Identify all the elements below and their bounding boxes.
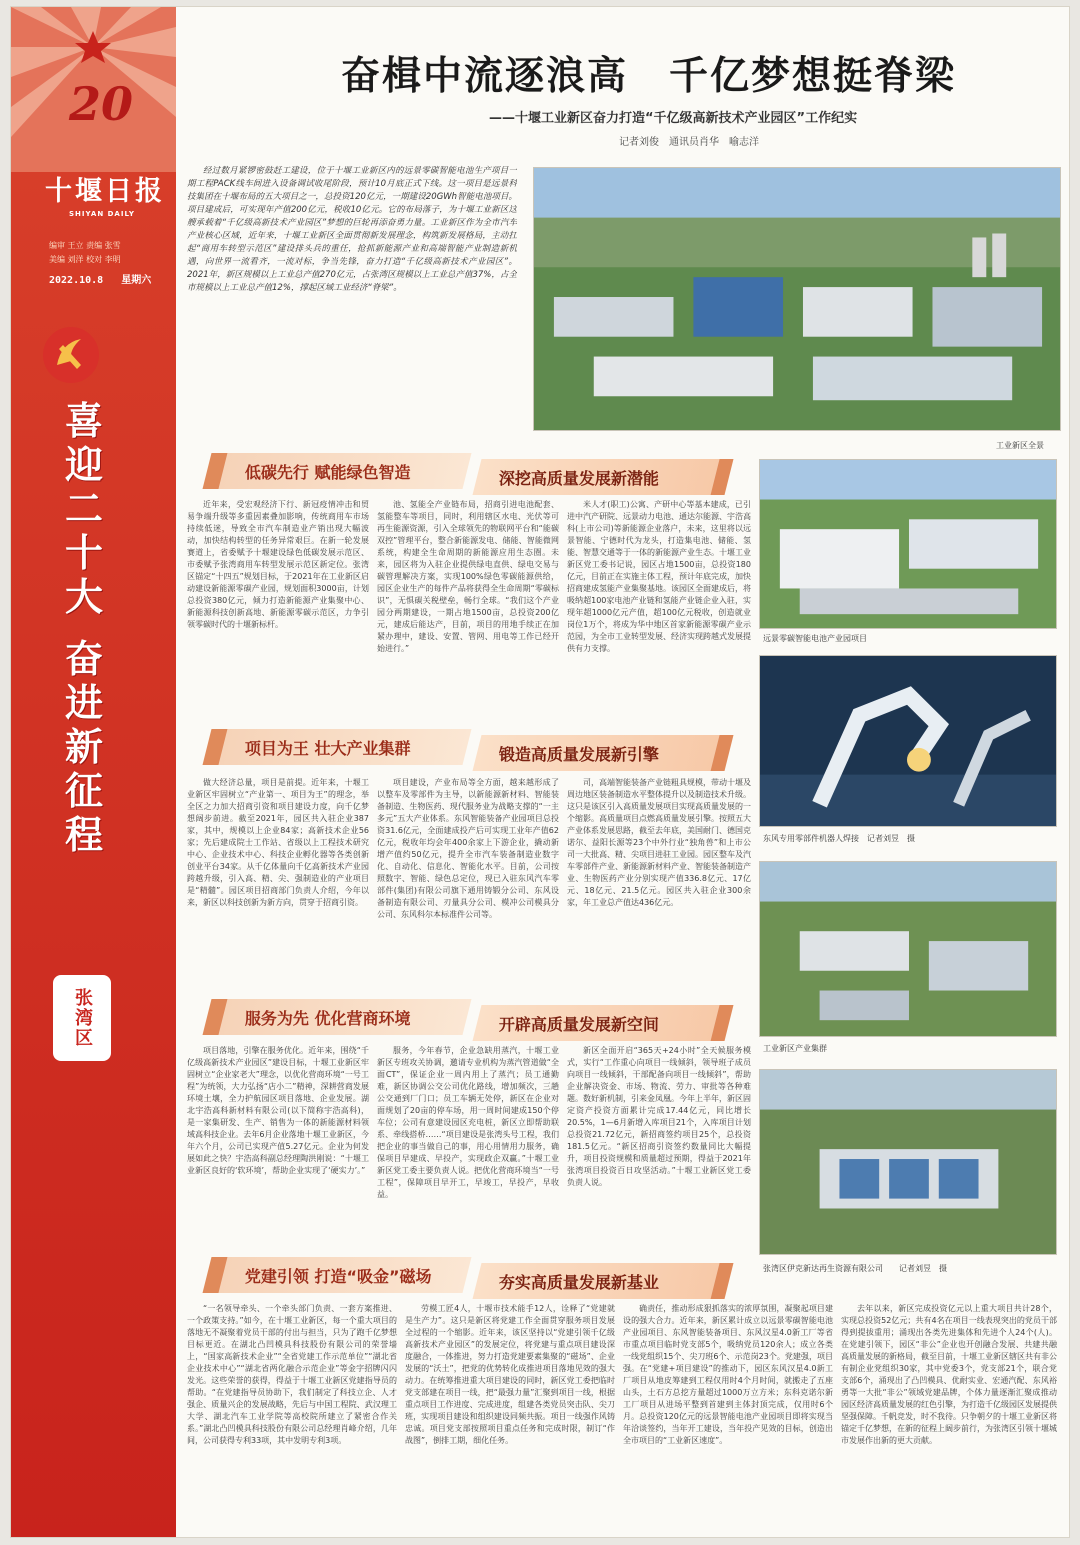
- district-seal-text: 张湾区: [72, 988, 93, 1048]
- party-emblem-icon: [41, 325, 101, 385]
- slogan-char: 征: [64, 768, 103, 813]
- section-title-2: 项目为王 壮大产业集群: [245, 738, 411, 758]
- lead-text: 经过数月紧锣密鼓赶工建设，位于十堰工业新区内的远景零碳智能电池生产项目一期工程PACK线车间进入设备调试收尾阶段，预计10月底正式下线。这一项目是远景科技集团在十堰布局的五大项目之一，总投资120亿元，一期建设20GWh智能电池项目。项目建成后，可实现年产值200亿元，税收10亿元。它的布局落子，为十堰工业新区这艘承载着“千亿级高新技术产业园区”梦想的巨轮再添奋勇力量。工业新区作为全市汽车产业核心区域，近年来，十堰工业新区全面贯彻新发展理念，构筑新发展格局，主动扛起“商用车转型示范区”建设排头兵的重任，抢抓新能源产业和高端智能产业制造新机遇，向世界一流看齐，一流对标，争当先锋，奋力打造“千亿级高新技术产业园区”。2021年，新区规模以上工业总产值270亿元，占张湾区规模以上工业总产值37%，占全市规模以上工业总产值12%，撑起区域工业经济“脊梁”。: [187, 166, 517, 293]
- section-subtitle-2: 锻造高质量发展新引擎: [499, 744, 660, 764]
- caption-p2: 东风专用零部件机器人焊接 记者刘昱 摄: [763, 834, 915, 843]
- caption-top: 工业新区全景: [996, 441, 1044, 450]
- article-lead: [187, 165, 517, 430]
- date-value: 2022.10.8: [49, 275, 104, 286]
- section-banner-3: [207, 999, 747, 1035]
- section-4-col-2: [405, 1303, 615, 1531]
- article-headline: 奋楫中流逐浪高 千亿梦想挺脊梁: [341, 54, 957, 99]
- paper-logo: 十堰日报: [45, 176, 165, 207]
- article-subheadline: ——十堰工业新区奋力打造“千亿级高新技术产业园区”工作纪实: [489, 111, 858, 126]
- text-block: 司，高端智能装备产业链粗具规模，带动十堰及周边地区装备制造水平整体提升以及制造技术升级。这只是该区引入高质量发展项目实现高质量发展的一个缩影。高质量项目点燃高质量发展引擎。按照五大产业体系发展思路，截至去年底，美国耐门、德国克诺尔、益阳长源等23个中外行业“独角兽”和上市公司一大批高、精、尖项目进驻工业园。园区整车及汽车零部件产业、新能源新材料产业、智能装备制造产业、生物医药产业分别实现产值336.8亿元、17亿元、18亿元、21.5亿元。园区共入驻企业300余家，年工业总产值达436亿元。: [567, 778, 751, 907]
- editor-info: [49, 239, 121, 267]
- section-3-col-2: [377, 1045, 559, 1255]
- caption-p3: 工业新区产业集群: [763, 1044, 827, 1053]
- section-banner-2: [207, 729, 747, 765]
- slogan-char: 程: [64, 812, 103, 857]
- section-title-4: 党建引领 打造“吸金”磁场: [245, 1266, 432, 1286]
- paper-logo-en: SHIYAN DAILY: [69, 210, 135, 218]
- text-block: 去年以来，新区完成投资亿元以上重大项目共计28个，实现总投资52亿元；共有4名在项目一线表现突出的党员干部得到提拔重用；涌现出各类先进集体和先进个人24个(人)。在党建引领下，园区“非公”企业也开创融合发展、共建共融高质量发展的新格局，截至目前，十堰工业新区辖区共有非公有制企业党组织30家，其中党委3个，党支部21个，联合党支部6个，涌现出了凸凹模具、优耐实业、宏通汽配、东风裕勇等一大批“非公”领域党建品牌，个体力量逐渐汇聚成推动园区经济高质量发展的红色引擎，为打造千亿级园区发展提供坚强保障。千帆竞发，时不我待。只争朝夕的十堰工业新区将锚定千亿梦想，在新的征程上阔步前行，为张湾区引领十堰城市发展作出新的更大贡献。: [841, 1304, 1057, 1445]
- section-title-3: 服务为先 优化营商环境: [245, 1008, 411, 1028]
- slogan-char: 迎: [64, 442, 103, 487]
- page-number: 20: [69, 77, 134, 131]
- text-block: 服务，今年春节，企业急缺用蒸汽，十堰工业新区专班攻关协调，邀请专业机构为蒸汽管道做“全面CT”，保证企业一周内用上了蒸汽；员工通勤难，新区协调公交公司优化路线，增加频次，三趟公交通到厂门口；员工车辆无处停，新区在企业对面规划了20亩的停车场，用一周时间建成150个停车位；公司有意建设园区充电桩，新区立即帮助联系、牵线搭桥……“项目建设是张湾头号工程，我们把企业的事当做自己的事，用心用情用力服务，确保项目早建成、早投产，实现政企双赢。”十堰工业新区党工委主要负责人说。把优化营商环境当“一号工程”，保障项目早开工，早竣工，早投产，早收益。: [377, 1046, 559, 1199]
- section-2-col-3: [567, 777, 751, 995]
- section-4-col-4: [841, 1303, 1057, 1531]
- text-block: 项目落地，引擎在服务优化。近年来，围绕“千亿级高新技术产业园区”建设目标，十堰工业新区牢固树立“企业家老大”理念，以优化营商环境“一号工程”为统领，大力弘扬“店小二”精神，深耕营商发展环境土壤，全力护航园区项目落地、企业发展。湖北宇浩高科新材料有限公司(以下简称宇浩高科)，是一家集研发、生产、销售为一体的新能源材料领域高科技企业。去年6月企业落地十堰工业新区，今年六个月，公司已实现产值5.27亿元。企业为何发展如此之快？宇浩高科副总经理陶洪刚说：“十堰工业新区良好的‘软环境’，帮助企业实现了‘硬实力’。”: [187, 1046, 369, 1175]
- editor-line-2: 美编 刘洋 校对 李明: [49, 255, 121, 264]
- section-4-col-3: [623, 1303, 833, 1531]
- section-1-col-1: [187, 499, 369, 727]
- weekday-value: 星期六: [121, 275, 152, 286]
- section-3-col-3: [567, 1045, 751, 1255]
- text-block: 新区全面开启“365天+24小时”全天候服务模式，实行“工作重心向项目一线倾斜，领导班子成员向项目一线倾斜，干部配备向项目一线倾斜”，帮助企业解决资金、市场、物流、劳力、审批等各种难题。数好新机制，引来金凤凰。今年上半年，新区固定资产投资方面累计完成17.44亿元，同比增长20.5%，1—6月新增入库项目21个，入库项目计划总投资21.72亿元，新招商签约项目25个，总投资181.5亿元。“新区招商引资签约数量同比大幅提升，项目投资规模和质量超过预期，得益于2021年张湾项目投资百日攻坚活动。”十堰工业新区党工委负责人说。: [567, 1046, 751, 1187]
- district-seal: [53, 975, 111, 1061]
- photo-robot-welding: [759, 655, 1057, 827]
- section-banner-1: [207, 453, 747, 489]
- text-block: 米人才(职工)公寓、产研中心等基本建成，已引进中汽产研院、远景动力电池、通达尔能源、宇浩高科(上市公司)等新能源企业落户，未来，这里将以远景智能、宁德时代为龙头，打造集电池、储能、氢能、智慧交通等于一体的新能源产业生态。十堰工业新区党工委书记说，园区占地1500亩，总投资180亿元，目前正在实施主体工程，预计年底完成，加快招商建成氢能产业集聚基地。该园区全面建成后，将吸纳超100家电池产业链和氢能产业链企业入驻，实现年超1000亿元产值，超100亿元税收，创造就业岗位1万个，将成为华中地区首家新能源零碳产业示范园，为全市工业转型发展、经济实现跨越式发展提供有力支撑。: [567, 500, 751, 653]
- editor-line-1: 编审 王立 责编 张雪: [49, 241, 121, 250]
- caption-p4: 张湾区伊克新达再生资源有限公司 记者刘昱 摄: [763, 1264, 947, 1273]
- article-byline: 记者刘俊 通讯员肖华 喻志洋: [619, 137, 759, 148]
- text-block: 确责任，推动形成狠抓落实的浓厚氛围，凝聚起项目建设的强大合力。近年来，新区累计成立以远景零碳智能电池产业园项目、东风智能装备项目、东风汉星4.0新工厂等省市重点项目临时党支部5个，吸纳党员120余人；成立各类一线党组织15个、尖刀班6个、示范岗23个。党建强，项目强。在“党建+项目建设”的推动下，园区东风汉星4.0新工厂项目从地皮筹建到工程仅用时4个月时间，就搬走了五座山头，土石方总挖方量超过1000万立方米；东科克诺尔新工厂项目从进场平整到首建到主体封顶完成，仅用时6个月。总投资120亿元的远景智能电池产业园项目即将实现当年洽谈签约，当年开工建设，当年投产见效的目标，创造出全市项目的“工业新区速度”。: [623, 1304, 833, 1445]
- text-block: 劳模工匠4人，十堰市技术能手12人，诠释了“党建就是生产力”。这只是新区将党建工作全面贯穿服务项目发展全过程的一个缩影。近年来，该区坚持以“党建引领千亿级高新技术产业园区”的发展定位，将党建与重点项目建设深度融合，一体推进，努力打造党建要素集聚的“磁场”、企业发展的“沃土”，把党的优势转化成推进项目落地见效的强大动力。在统筹推进重大项目建设的同时，新区党工委把临时党支部建在项目一线，把“最强力量”汇聚到项目一线，根据重点项目工作进度、完成进度，组建各类党员突击队、尖刀班，实现项目建设和组织建设同频共振。项目一线强作风铸忠诚。项目党支部按照项目重点任务和完成时限，制订“作战图”，倒排工期，细化任务。: [405, 1304, 615, 1445]
- section-banner-4: [207, 1257, 747, 1293]
- section-1-col-3: [567, 499, 751, 727]
- slogan-char: 大: [64, 574, 103, 619]
- photo-industry-cluster: [759, 861, 1057, 1037]
- text-block: 项目建设，产业布局等全方面，越来越形成了以整车及零部件为主导，以新能源新材料、智能装备制造、生物医药、现代服务业为战略支撑的“一主多元”五大产业体系。东风智能装备产业园项目总投资31.6亿元，全面建成投产后可实现工业年产值62亿元，税收年均会年400余家上下游企业，撬动新增产值约50亿元，提升全市汽车装备制造业数字化、自动化、信息化、智能化水平。目前，公司按照数字、智能、绿色总定位，现已入驻东风汽车零部件(集团)有限公司旗下通用铸锻分公司、东风设备制造有限公司、刃量具分公司、模冲公司模具分公司、东风科尔本标准件公司等。: [377, 778, 559, 919]
- photo-recycling-company: [759, 1069, 1057, 1255]
- section-2-col-1: [187, 777, 369, 995]
- section-3-col-1: [187, 1045, 369, 1255]
- slogan-char: 奋: [64, 636, 103, 681]
- section-title-1: 低碳先行 赋能绿色智造: [245, 462, 411, 482]
- slogan-vertical: [59, 399, 109, 857]
- slogan-char: 十: [64, 530, 103, 575]
- section-4-col-1: [187, 1303, 397, 1531]
- section-subtitle-1: 深挖高质量发展新潜能: [499, 468, 660, 488]
- slogan-char: 二: [64, 486, 103, 531]
- newspaper-page: [10, 6, 1070, 1538]
- photo-industrial-panorama: [533, 167, 1061, 431]
- issue-date: [49, 271, 151, 286]
- slogan-char: 新: [64, 724, 103, 769]
- text-block: 池、氢能全产业链布局，招商引进电池配套、氢能整车等项目，同时，利用辖区水电、光伏等可再生能源资源，引入全球领先的物联网平台和“能碳双控”管理平台，整合新能源发电、储能、智能微网系统，构建全生命周期的新能源应用生态圈。未来，园区将为入驻企业提供绿电直供、绿电交易与碳管理解决方案，实现100%绿色零碳能源供给，园区企业生产的每件产品将获得全生命周期“零碳标识”，无惧碳关税壁垒，畅行全球。“我们这个产业园分两期建设，一期占地1500亩，总投资200亿元，建成后能达产，目前，项目的用地手续正在加紧办理中，建设、安置、管网、用电等工作已经开始进行。”: [377, 500, 559, 653]
- photo-battery-park: [759, 459, 1057, 629]
- text-block: 做大经济总量，项目是前提。近年来，十堰工业新区牢固树立“产业第一、项目为王”的理念，举全区之力加大招商引资和项目建设力度，向千亿梦想阔步前进。截至2021年，园区共入驻企业387家，其中，规模以上企业84家；高新技术企业56家；先后建成院士工作站、省级以上工程技术研究中心、企业技术中心、科技企业孵化器等各类创新创业平台34家。从千亿体量向千亿高新技术产业园跨越升级，引入高、精、尖、强制造业的产业项目是“精髓”。园区项目招商部门负责人介绍，今年以来，新区以科技创新为新方向，贯穿于招商引资。: [187, 778, 369, 907]
- slogan-char: 喜: [64, 398, 103, 443]
- masthead-sidebar: [11, 7, 176, 1538]
- slogan-char: 进: [64, 680, 103, 725]
- section-subtitle-3: 开辟高质量发展新空间: [499, 1014, 660, 1034]
- section-subtitle-4: 夯实高质量发展新基业: [499, 1272, 660, 1292]
- caption-p1: 远景零碳智能电池产业园项目: [763, 634, 867, 643]
- text-block: 近年来，受宏观经济下行、新冠疫情冲击和贸易争端升级等多重因素叠加影响，传统商用车市场持续低迷，导致全市汽车制造业产销出现大幅波动，加快结构转型的任务异常艰巨。在新一轮发展赛道上，省委赋予十堰建设绿色低碳发展示范区、市委赋予张湾商用车转型发展示范区新定位。张湾区锚定“十四五”规划目标，于2021年在工业新区启动建设新能源零碳产业园，规划面积3000亩，计划总投资380亿元，倾力打造新能源产业集聚中心、新能源科技创新高地、新能源零碳示范区，力争引领零碳时代的十堰新标杆。: [187, 500, 369, 629]
- section-2-col-2: [377, 777, 559, 995]
- text-block: “一名领导牵头、一个牵头部门负责、一套方案推进、一个政策支持。”如今，在十堰工业新区，每一个重大项目的落地无不凝聚着党员干部的付出与担当，只为了跑千亿梦想目标更近。在湖北凸凹模具科技股份有限公司的荣誉墙上，“国家高新技术企业”“全省党建工作示范单位”“湖北省企业技术中心”“湖北省两化融合示范企业”等金字招牌闪闪发光。这些荣誉的获得，得益于十堰工业新区党建指导员的帮助。“在党建指导员协助下，我们制定了科技立企、人才强企、质量兴企的发展战略，先后与中国工程院、武汉理工大学、湖北汽车工业学院等高校院所建立了紧密合作关系。”湖北凸凹模具科技股份有限公司总经理肖峰介绍，几年间，公司获得专利33项，其中发明专利3项。: [187, 1304, 397, 1445]
- section-1-col-2: [377, 499, 559, 727]
